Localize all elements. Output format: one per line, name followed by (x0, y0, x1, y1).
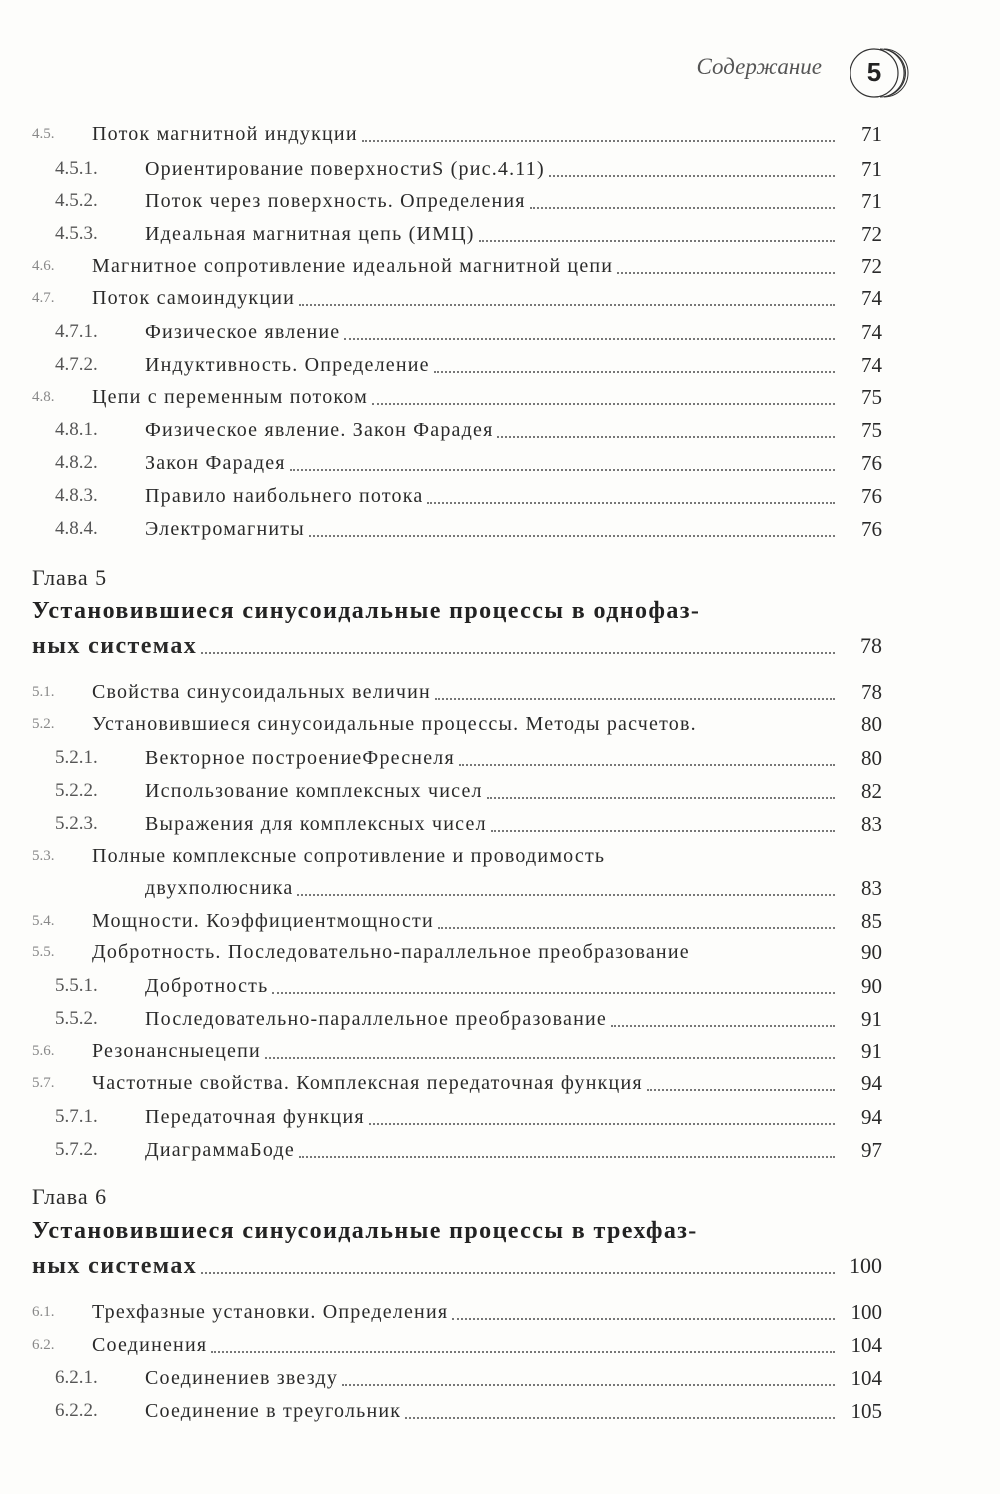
toc-entry-title: Свойства синусоидальных величин (92, 681, 431, 703)
toc-entry-number: 6.1. (32, 1304, 55, 1320)
toc-entry-number: 4.6. (32, 258, 55, 274)
toc-entry[interactable] (0, 316, 1000, 348)
leader-dots (265, 1035, 835, 1059)
toc-entry-page: 75 (861, 418, 882, 442)
toc-entry[interactable] (0, 1101, 1000, 1133)
leader-dots (701, 708, 835, 730)
toc-entry-title: Электромагниты (145, 518, 305, 540)
toc-entry-number: 6.2. (32, 1337, 55, 1353)
toc-entry-number: 5.7. (32, 1075, 55, 1091)
leader-dots (290, 447, 835, 471)
toc-entry-page: 71 (861, 157, 882, 181)
toc-entry[interactable] (0, 775, 1000, 807)
leader-dots (299, 1134, 835, 1158)
toc-entry-number: 5.5.2. (55, 1008, 98, 1029)
toc-entry-number: 4.7.1. (55, 321, 98, 342)
running-title: Содержание (696, 54, 822, 79)
toc-entry-page: 91 (861, 1039, 882, 1063)
leader-dots (491, 808, 835, 832)
toc-entry-number: 5.1. (32, 684, 55, 700)
toc-entry-page: 94 (861, 1071, 882, 1095)
leader-dots (344, 316, 835, 340)
toc-entry-number: 5.4. (32, 913, 55, 929)
toc-entry-title: Использование комплексных чисел (145, 780, 483, 802)
toc-entry[interactable] (0, 1003, 1000, 1035)
toc-entry[interactable] (0, 1035, 1000, 1067)
toc-entry[interactable] (0, 808, 1000, 840)
toc-entry-page: 80 (861, 712, 882, 736)
toc-entry[interactable] (0, 282, 1000, 314)
toc-entry[interactable] (0, 447, 1000, 479)
toc-entry-page: 100 (850, 1300, 882, 1324)
leader-dots (647, 1067, 835, 1091)
leader-dots (452, 1296, 835, 1320)
toc-entry-page: 83 (861, 812, 882, 836)
toc-entry[interactable] (0, 250, 1000, 282)
leader-dots (201, 1250, 835, 1274)
toc-entry-number: 4.8.4. (55, 518, 98, 539)
toc-entry-page: 74 (861, 320, 882, 344)
toc-entry[interactable] (0, 118, 1000, 150)
toc-entry-number: 5.5.1. (55, 975, 98, 996)
toc-entry-number: 5.7.1. (55, 1106, 98, 1127)
toc-entry-page: 104 (850, 1333, 882, 1357)
toc-entry-title-cont: двухполюсника (145, 877, 294, 899)
leader-dots (611, 1003, 835, 1027)
toc-entry[interactable] (0, 414, 1000, 446)
leader-dots (434, 349, 835, 373)
toc-entry-title: Поток самоиндукции (92, 287, 296, 309)
toc-entry-page: 80 (861, 746, 882, 770)
toc-entry-page: 85 (861, 909, 882, 933)
chapter-5-label: Глава 5 (32, 565, 108, 590)
leader-dots (211, 1329, 835, 1353)
toc-entry-page: 105 (850, 1399, 882, 1423)
chapter-6-entry[interactable] (0, 1250, 1000, 1282)
toc-entry-page: 76 (861, 451, 882, 475)
toc-entry-page: 76 (861, 484, 882, 508)
toc-entry-title: Цепи с переменным потоком (92, 386, 368, 408)
toc-entry-number: 4.5.3. (55, 223, 98, 244)
toc-entry-title: Поток через поверхность. Определения (145, 190, 526, 212)
toc-entry-number: 6.2.2. (55, 1400, 98, 1421)
toc-entry[interactable] (0, 905, 1000, 937)
toc-entry-title: Физическое явление. Закон Фарадея (145, 419, 494, 441)
leader-dots (459, 742, 835, 766)
leader-dots (479, 218, 835, 242)
toc-entry-number: 4.5.1. (55, 158, 98, 179)
toc-entry-page: 97 (861, 1138, 882, 1162)
toc-entry-title: ДиаграммаБоде (145, 1139, 295, 1161)
toc-entry-title: Добротность. Последовательно-параллельное преобразование (92, 941, 690, 963)
leader-dots (372, 381, 835, 405)
toc-entry-page: 94 (861, 1105, 882, 1129)
leader-dots (427, 480, 835, 504)
toc-entry[interactable] (0, 381, 1000, 413)
toc-entry-continuation[interactable] (0, 872, 1000, 904)
leader-dots (530, 185, 835, 209)
toc-entry-page: 90 (861, 974, 882, 998)
toc-entry-number: 6.2.1. (55, 1367, 98, 1388)
toc-entry-number: 4.7.2. (55, 354, 98, 375)
toc-entry-page: 83 (861, 876, 882, 900)
toc-entry-page: 72 (861, 254, 882, 278)
toc-entry-title: Поток магнитной индукции (92, 123, 358, 145)
toc-entry[interactable] (0, 936, 1000, 968)
toc-entry-title: Правило наибольнего потока (145, 485, 424, 507)
toc-entry-page: 75 (861, 385, 882, 409)
toc-entry-title: Физическое явление (145, 321, 341, 343)
toc-entry-title: Полные комплексные сопротивление и проводимость (92, 845, 606, 867)
chapter-6-title: Установившиеся синусоидальные процессы в трехфаз- (32, 1218, 698, 1244)
toc-entry[interactable] (0, 1067, 1000, 1099)
toc-entry-title: Магнитное сопротивление идеальной магнитной цепи (92, 255, 614, 277)
leader-dots (297, 872, 835, 896)
toc-entry-number: 5.5. (32, 944, 55, 960)
toc-entry[interactable] (0, 1362, 1000, 1394)
toc-entry-page: 71 (861, 122, 882, 146)
toc-entry-number: 5.2.3. (55, 813, 98, 834)
chapter-6-label: Глава 6 (32, 1184, 108, 1209)
chapter-5-entry[interactable] (0, 630, 1000, 662)
toc-entry[interactable] (0, 1329, 1000, 1361)
toc-entry-title: Выражения для комплексных чисел (145, 813, 487, 835)
toc-entry[interactable] (0, 840, 1000, 872)
leader-dots (369, 1101, 835, 1125)
toc-entry-title: Установившиеся синусоидальные процессы. Методы расчетов. (92, 713, 697, 735)
toc-entry-page: 76 (861, 517, 882, 541)
leader-dots (497, 414, 835, 438)
toc-entry[interactable] (0, 1134, 1000, 1166)
toc-entry-title: Соединениев звезду (145, 1367, 339, 1389)
toc-entry[interactable] (0, 708, 1000, 740)
toc-entry-title: Соединения (92, 1334, 208, 1356)
toc-entry-number: 4.5.2. (55, 190, 98, 211)
toc-entry[interactable] (0, 1395, 1000, 1427)
toc-entry-number: 4.5. (32, 126, 55, 142)
toc-entry-title: Закон Фарадея (145, 452, 286, 474)
page-number: 5 (866, 57, 882, 87)
toc-entry-number: 4.7. (32, 290, 55, 306)
toc-entry-title: Резонансныецепи (92, 1040, 261, 1062)
toc-entry-title: Добротность (145, 975, 269, 997)
leader-dots (617, 250, 835, 274)
toc-entry-title: Частотные свойства. Комплексная передаточная функция (92, 1072, 643, 1094)
leader-dots (435, 676, 835, 700)
toc-entry[interactable] (0, 1296, 1000, 1328)
toc-entry-number: 5.6. (32, 1043, 55, 1059)
toc-entry-page: 71 (861, 189, 882, 213)
leader-dots (438, 905, 835, 929)
toc-entry-title: Идеальная магнитная цепь (ИМЦ) (145, 223, 475, 245)
toc-entry-page: 91 (861, 1007, 882, 1031)
toc-entry-page: 100 (849, 1253, 882, 1278)
toc-entry-page: 82 (861, 779, 882, 803)
toc-entry[interactable] (0, 349, 1000, 381)
toc-entry[interactable] (0, 218, 1000, 250)
toc-entry-title: Трехфазные установки. Определения (92, 1301, 449, 1323)
toc-entry-page: 74 (861, 353, 882, 377)
leader-dots (299, 282, 835, 306)
toc-entry-number: 5.2.2. (55, 780, 98, 801)
toc-entry[interactable] (0, 742, 1000, 774)
toc-entry-title: Ориентирование поверхностиS (рис.4.11) (145, 158, 545, 180)
toc-entry-page: 78 (860, 633, 882, 658)
toc-entry-page: 72 (861, 222, 882, 246)
leader-dots (694, 936, 835, 958)
toc-entry-page: 90 (861, 940, 882, 964)
toc-entry[interactable] (0, 513, 1000, 545)
toc-entry-title: Соединение в треугольник (145, 1400, 402, 1422)
toc-entry-number: 5.3. (32, 848, 55, 864)
toc-entry-number: 4.8.1. (55, 419, 98, 440)
toc-entry-page: 78 (861, 680, 882, 704)
toc-entry-title: Векторное построениеФреснеля (145, 747, 455, 769)
toc-entry-number: 5.2.1. (55, 747, 98, 768)
leader-dots (272, 970, 835, 994)
leader-dots (201, 630, 835, 654)
toc-entry-number: 4.8. (32, 389, 55, 405)
toc-entry[interactable] (0, 480, 1000, 512)
toc-entry-number: 4.8.3. (55, 485, 98, 506)
toc-entry[interactable] (0, 970, 1000, 1002)
toc-entry[interactable] (0, 185, 1000, 217)
leader-dots (487, 775, 835, 799)
toc-entry-page: 74 (861, 286, 882, 310)
leader-dots (405, 1395, 835, 1419)
toc-entry-title: Индуктивность. Определение (145, 354, 430, 376)
leader-dots (309, 513, 835, 537)
chapter-6-title-cont: ных системах (32, 1253, 198, 1279)
toc-entry-number: 5.2. (32, 716, 55, 732)
chapter-5-title-cont: ных системах (32, 633, 198, 659)
toc-entry[interactable] (0, 153, 1000, 185)
toc-entry-page: 104 (850, 1366, 882, 1390)
toc-entry-title: Передаточная функция (145, 1106, 365, 1128)
toc-entry-title: Последовательно-параллельное преобразование (145, 1008, 607, 1030)
chapter-5-title: Установившиеся синусоидальные процессы в однофаз- (32, 598, 701, 624)
toc-entry-number: 5.7.2. (55, 1139, 98, 1160)
leader-dots (362, 118, 835, 142)
toc-entry[interactable] (0, 676, 1000, 708)
leader-dots (549, 153, 835, 177)
leader-dots (342, 1362, 835, 1386)
toc-entry-number: 4.8.2. (55, 452, 98, 473)
toc-entry-title: Мощности. Коэффициентмощности (92, 910, 434, 932)
